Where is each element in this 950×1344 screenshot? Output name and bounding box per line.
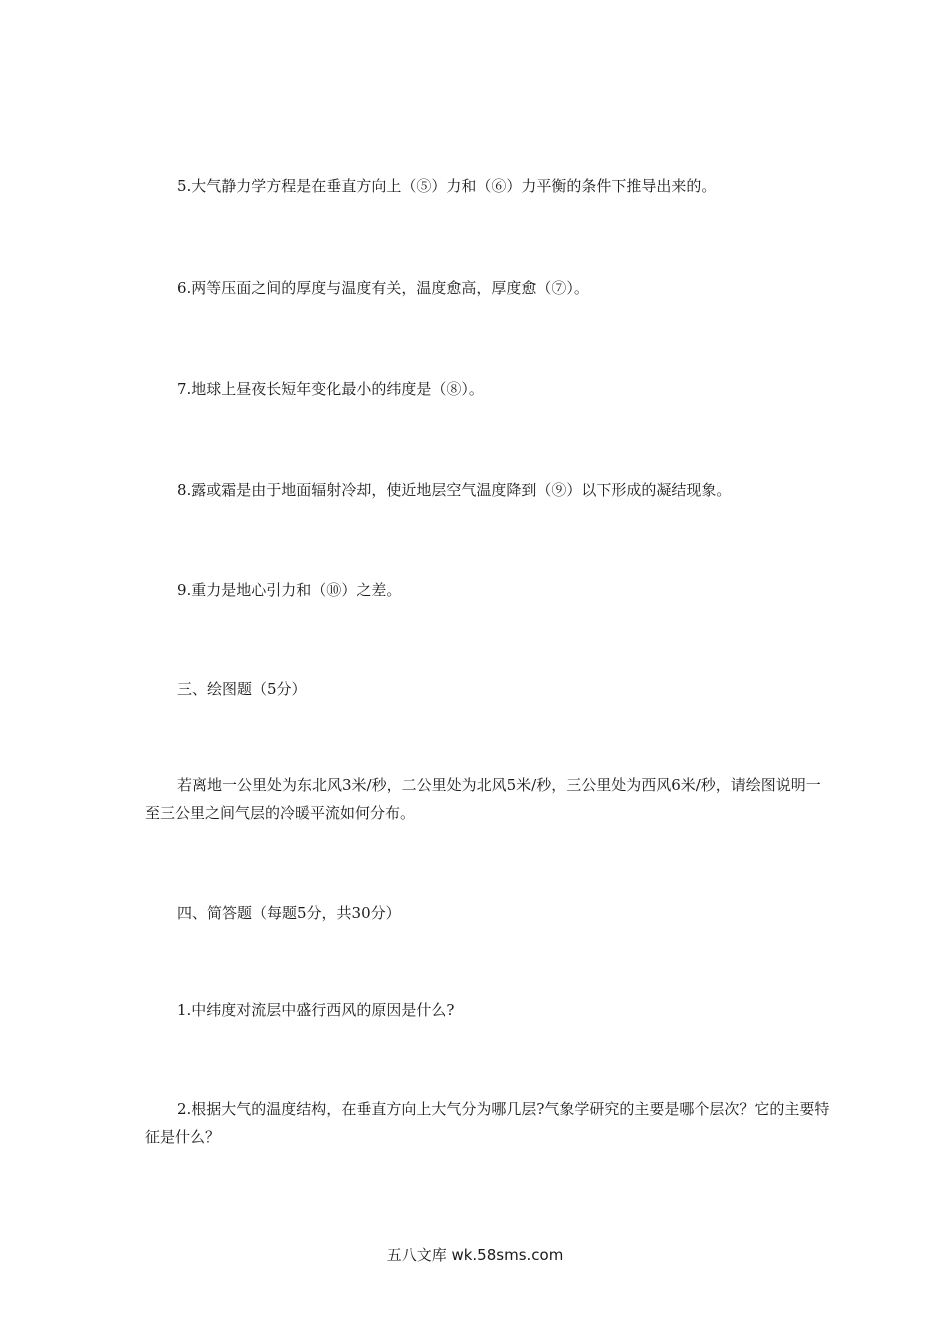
drawing-question: 若离地一公里处为东北风3米/秒，二公里处为北风5米/秒，三公里处为西风6米/秒，请绘图说明一至三公里之间气层的冷暖平流如何分布。 xyxy=(145,776,821,822)
short-answer-question-1: 1.中纬度对流层中盛行西风的原因是什么? xyxy=(177,1001,455,1019)
section-4-heading: 四、简答题（每题5分，共30分） xyxy=(177,904,401,922)
question-6: 6.两等压面之间的厚度与温度有关，温度愈高，厚度愈（⑦）。 xyxy=(177,279,589,297)
question-7: 7.地球上昼夜长短年变化最小的纬度是（⑧）。 xyxy=(177,380,484,398)
short-answer-question-2: 2.根据大气的温度结构，在垂直方向上大气分为哪几层?气象学研究的主要是哪个层次？它的主要特征是什么？ xyxy=(145,1100,830,1146)
question-5: 5.大气静力学方程是在垂直方向上（⑤）力和（⑥）力平衡的条件下推导出来的。 xyxy=(177,177,717,195)
question-9: 9.重力是地心引力和（⑩）之差。 xyxy=(177,581,402,599)
footer-watermark: 五八文库 wk.58sms.com xyxy=(386,1246,564,1264)
section-3-heading: 三、绘图题（5分） xyxy=(177,680,307,698)
question-8: 8.露或霜是由于地面辐射冷却，使近地层空气温度降到（⑨）以下形成的凝结现象。 xyxy=(177,481,732,499)
